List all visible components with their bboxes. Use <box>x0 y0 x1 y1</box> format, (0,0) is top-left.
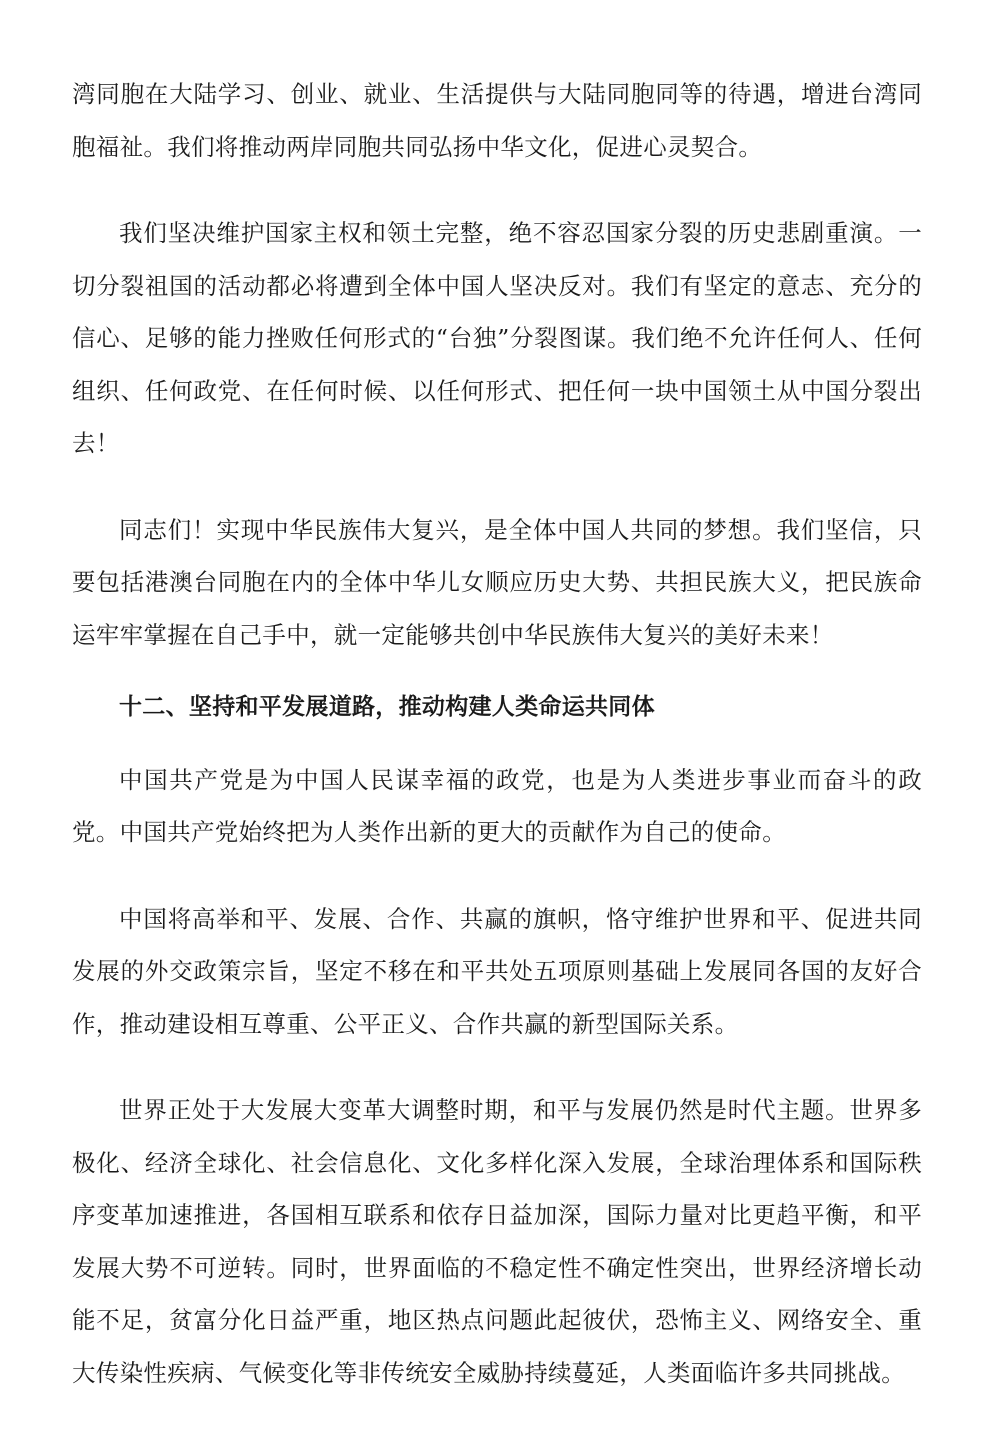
paragraph-foreign-policy: 中国将高举和平、发展、合作、共赢的旗帜，恪守维护世界和平、促进共同发展的外交政策宗旨，坚定不移在和平共处五项原则基础上发展同各国的友好合作，推动建设相互尊重、公平正义、合作共赢的新型国际关系。 <box>72 904 922 1038</box>
paragraph-world-situation: 世界正处于大发展大变革大调整时期，和平与发展仍然是时代主题。世界多极化、经济全球化、社会信息化、文化多样化深入发展，全球治理体系和国际秩序变革加速推进，各国相互联系和依存日益加深，国际力量对比更趋平衡，和平发展大势不可逆转。同时，世界面临的不稳定性不确定性突出，世界经济增长动能不足，贫富分化日益严重，地区热点问题此起彼伏，恐怖主义、网络安全、重大传染性疾病、气候变化等非传统安全威胁持续蔓延，人类面临许多共同挑战。 <box>72 1096 922 1387</box>
paragraph-taiwan-welfare: 湾同胞在大陆学习、创业、就业、生活提供与大陆同胞同等的待遇，增进台湾同胞福祉。我们将推动两岸同胞共同弘扬中华文化，促进心灵契合。 <box>72 80 922 161</box>
section-heading: 十二、坚持和平发展道路，推动构建人类命运共同体 <box>119 694 655 720</box>
paragraph-rejuvenation: 同志们！实现中华民族伟大复兴，是全体中国人共同的梦想。我们坚信，只要包括港澳台同胞在内的全体中华儿女顺应历史大势、共担民族大义，把民族命运牢牢掌握在自己手中，就一定能够共创中华民族伟大复兴的美好未来！ <box>72 515 922 649</box>
paragraph-party-mission: 中国共产党是为中国人民谋幸福的政党，也是为人类进步事业而奋斗的政党。中国共产党始终把为人类作出新的更大的贡献作为自己的使命。 <box>72 765 922 846</box>
paragraph-sovereignty: 我们坚决维护国家主权和领土完整，绝不容忍国家分裂的历史悲剧重演。一切分裂祖国的活动都必将遭到全体中国人坚决反对。我们有坚定的意志、充分的信心、足够的能力挫败任何形式的“台独”分裂图谋。我们绝不允许任何人、任何组织、任何政党、在任何时候、以任何形式、把任何一块中国领土从中国分裂出去！ <box>72 219 922 457</box>
document-body <box>72 68 922 1433</box>
